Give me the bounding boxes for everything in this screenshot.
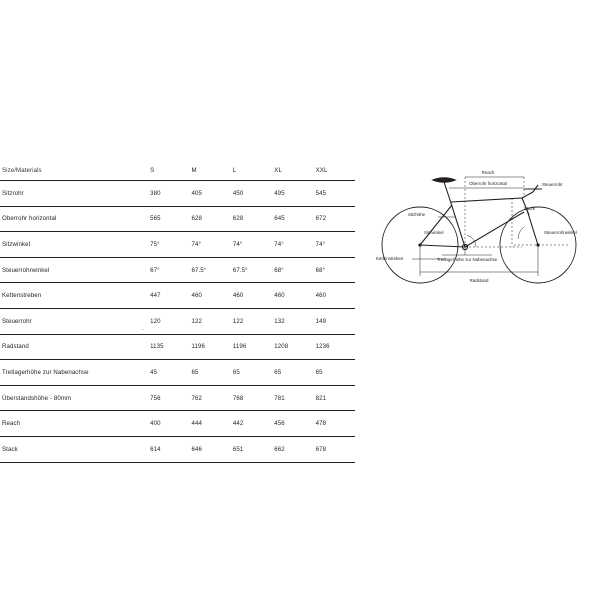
- cell-xxl: 460: [314, 283, 355, 309]
- table-row: [0, 360, 355, 386]
- label-steuerrohr: Steuerrohr: [542, 182, 563, 187]
- cell-m: 405: [189, 181, 230, 207]
- row-label: Kettenstreben: [0, 283, 148, 309]
- cell-xxl: 678: [314, 436, 355, 462]
- cell-l: 628: [231, 206, 272, 232]
- cell-s: 120: [148, 308, 189, 334]
- saddle-icon: [432, 178, 456, 183]
- label-radstand: Radstand: [469, 278, 489, 283]
- cell-xxl: 672: [314, 206, 355, 232]
- label-tretlagerhoehe: Tretlagerhöhe zur Nabenachse: [436, 257, 498, 262]
- cell-s: 565: [148, 206, 189, 232]
- label-oberrohr-horizontal: Oberrohr horizontal: [469, 181, 507, 186]
- header-size-s: S: [148, 160, 189, 181]
- cell-s: 75°: [148, 232, 189, 258]
- dot-marker: .: [142, 326, 144, 332]
- row-label: Stack: [0, 436, 148, 462]
- header-size-l: L: [231, 160, 272, 181]
- table-header-row: [0, 160, 355, 181]
- cell-xxl: 65: [314, 360, 355, 386]
- cell-xl: 645: [272, 206, 313, 232]
- row-label: Reach: [0, 411, 148, 437]
- cell-xl: 74°: [272, 232, 313, 258]
- cell-xxl: 149: [314, 308, 355, 334]
- cell-l: 65: [231, 360, 272, 386]
- cell-l: 768: [231, 385, 272, 411]
- label-steuerrohrwinkel: Steuerrohrwinkel: [544, 230, 577, 235]
- label-kettenstreben: Kettenstreben: [376, 256, 404, 261]
- table-row: [0, 308, 355, 334]
- cell-m: 762: [189, 385, 230, 411]
- table-header: [0, 160, 355, 181]
- cell-xxl: 1236: [314, 334, 355, 360]
- geometry-table: [0, 160, 355, 463]
- cell-xl: 456: [272, 411, 313, 437]
- cell-xl: 65: [272, 360, 313, 386]
- table-row: [0, 257, 355, 283]
- row-label: Oberrohr horizontal: [0, 206, 148, 232]
- cell-s: 380: [148, 181, 189, 207]
- cell-m: 74°: [189, 232, 230, 258]
- table-row: [0, 206, 355, 232]
- label-sitzwinkel: Sitzwinkel: [424, 230, 444, 235]
- cell-xl: 68°: [272, 257, 313, 283]
- cell-xxl: 478: [314, 411, 355, 437]
- row-label: Steuerrohrwinkel: [0, 257, 148, 283]
- cell-m: 1196: [189, 334, 230, 360]
- cell-l: 651: [231, 436, 272, 462]
- header-size-materials: Size/Materials: [0, 160, 148, 181]
- cell-xl: 495: [272, 181, 313, 207]
- cell-m: 628: [189, 206, 230, 232]
- table-row: [0, 232, 355, 258]
- cell-l: 450: [231, 181, 272, 207]
- cell-l: 122: [231, 308, 272, 334]
- table-row: [0, 334, 355, 360]
- cell-m: 460: [189, 283, 230, 309]
- cell-l: 1196: [231, 334, 272, 360]
- row-label: Sitzrohr: [0, 181, 148, 207]
- cell-m: 122: [189, 308, 230, 334]
- cell-l: 460: [231, 283, 272, 309]
- cell-xxl: 68°: [314, 257, 355, 283]
- cell-xl: 1208: [272, 334, 313, 360]
- header-size-m: M: [189, 160, 230, 181]
- bike-geometry-diagram: [372, 155, 596, 295]
- label-sitzhoehe: Sitzhöhe: [408, 212, 426, 217]
- cell-l: 67.5°: [231, 257, 272, 283]
- cell-s: 614: [148, 436, 189, 462]
- row-label: Überstandshöhe - 80mm: [0, 385, 148, 411]
- label-stack: Stack: [524, 206, 535, 211]
- cell-s: 67°: [148, 257, 189, 283]
- table-row: [0, 385, 355, 411]
- cell-m: 65: [189, 360, 230, 386]
- cell-m: 444: [189, 411, 230, 437]
- cell-s: 756: [148, 385, 189, 411]
- cell-l: 74°: [231, 232, 272, 258]
- cell-xxl: 821: [314, 385, 355, 411]
- cell-xl: 662: [272, 436, 313, 462]
- label-reach: Reach: [481, 170, 495, 175]
- cell-s: 1135: [148, 334, 189, 360]
- cell-l: 442: [231, 411, 272, 437]
- cell-xxl: 545: [314, 181, 355, 207]
- frame-outline: [420, 178, 542, 250]
- row-label: Sitzwinkel: [0, 232, 148, 258]
- header-size-xl: XL: [272, 160, 313, 181]
- header-size-xxl: XXL: [314, 160, 355, 181]
- row-label: Steuerrohr: [0, 308, 148, 334]
- table-row: [0, 283, 355, 309]
- cell-xxl: 74°: [314, 232, 355, 258]
- cell-xl: 132: [272, 308, 313, 334]
- cell-xl: 460: [272, 283, 313, 309]
- cell-m: 646: [189, 436, 230, 462]
- cell-xl: 781: [272, 385, 313, 411]
- table-row: [0, 436, 355, 462]
- table-row: [0, 181, 355, 207]
- cell-s: 447: [148, 283, 189, 309]
- table-body: [0, 181, 355, 463]
- cell-s: 45: [148, 360, 189, 386]
- cell-s: 400: [148, 411, 189, 437]
- cell-m: 67.5°: [189, 257, 230, 283]
- table-row: [0, 411, 355, 437]
- row-label: Tretlagerhöhe zur Nabenachse: [0, 360, 148, 386]
- row-label: Radstand: [0, 334, 148, 360]
